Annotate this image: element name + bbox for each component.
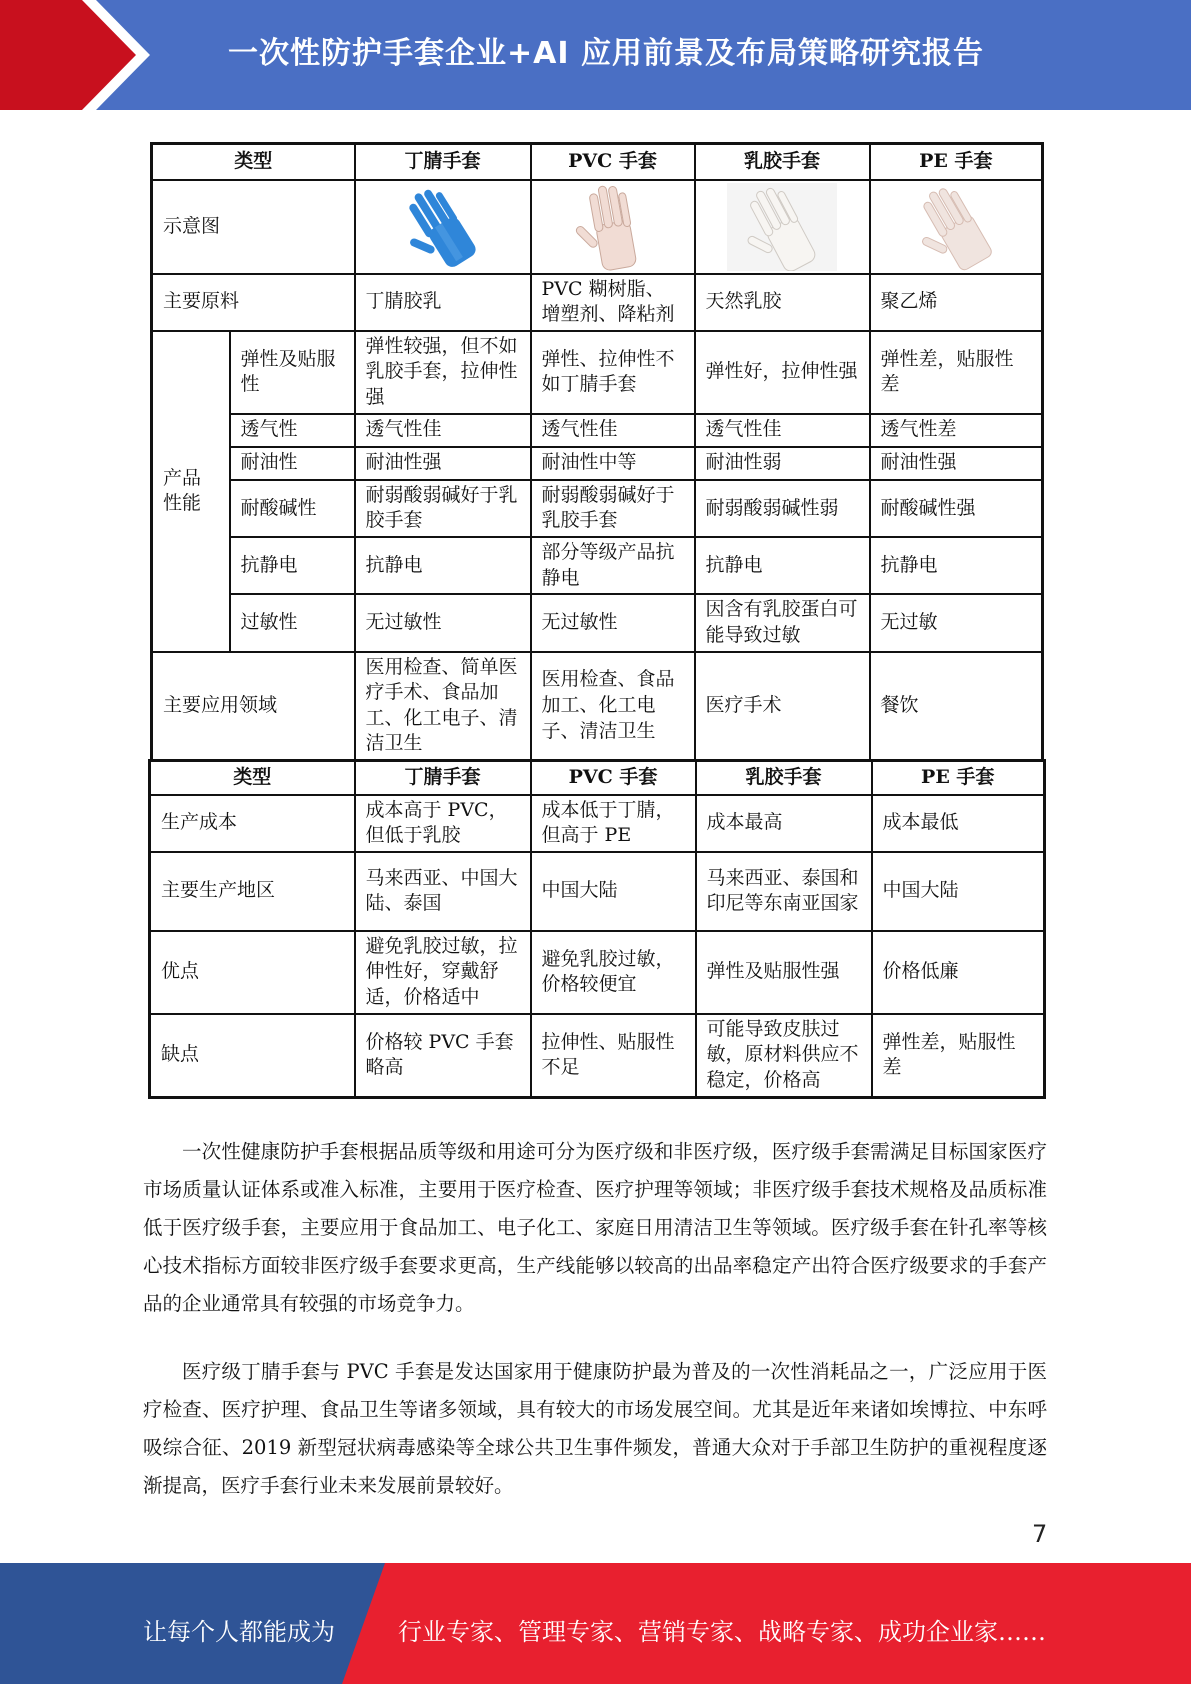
performance-cell: 无过敏 bbox=[870, 594, 1043, 651]
performance-row bbox=[152, 594, 1043, 651]
material-latex: 天然乳胶 bbox=[695, 274, 870, 331]
table2-cell: 马来西亚、泰国和印尼等东南亚国家 bbox=[696, 852, 872, 931]
performance-cell: 耐酸碱性强 bbox=[870, 480, 1043, 537]
table2-header-type: 类型 bbox=[150, 761, 355, 795]
table2-cell: 避免乳胶过敏，价格较便宜 bbox=[531, 931, 696, 1014]
latex-glove-cell bbox=[695, 180, 870, 274]
table2-cell: 成本最低 bbox=[872, 795, 1045, 852]
table1-header-type: 类型 bbox=[152, 144, 355, 180]
footer-slogan-right: 行业专家、管理专家、营销专家、战略专家、成功企业家…… bbox=[398, 1618, 1046, 1646]
application-pe: 餐饮 bbox=[870, 652, 1043, 761]
table2-cell: 价格低廉 bbox=[872, 931, 1045, 1014]
latex-glove-icon bbox=[727, 183, 837, 271]
performance-cell: 弹性好，拉伸性强 bbox=[695, 331, 870, 414]
performance-cell: 耐油性弱 bbox=[695, 447, 870, 480]
performance-cell: 耐油性强 bbox=[355, 447, 531, 480]
pvc-glove-cell bbox=[531, 180, 695, 274]
performance-cell: 耐弱酸弱碱好于乳胶手套 bbox=[355, 480, 531, 537]
pe-glove-cell bbox=[870, 180, 1043, 274]
application-latex: 医疗手术 bbox=[695, 652, 870, 761]
table1-header-nitrile: 丁腈手套 bbox=[355, 144, 531, 180]
performance-row bbox=[152, 447, 1043, 480]
table1-image-row bbox=[152, 180, 1043, 274]
table2-row-label: 生产成本 bbox=[150, 795, 355, 852]
table2-row-label: 主要生产地区 bbox=[150, 852, 355, 931]
application-pvc: 医用检查、食品加工、化工电子、清洁卫生 bbox=[531, 652, 695, 761]
body-paragraph-2: 医疗级丁腈手套与 PVC 手套是发达国家用于健康防护最为普及的一次性消耗品之一，广泛应用于医疗检查、医疗护理、食品卫生等诸多领域，具有较大的市场发展空间。尤其是近年来诸如埃博拉、中东呼吸综合征、2019 新型冠状病毒感染等全球公共卫生事件频发，普通大众对于手部卫生防护的重视程度逐渐提高，医疗手套行业未来发展前景较好。 bbox=[143, 1360, 1047, 1497]
table1-header-row bbox=[152, 144, 1043, 180]
performance-cell: 耐弱酸弱碱性弱 bbox=[695, 480, 870, 537]
glove-properties-table bbox=[150, 142, 1044, 762]
application-nitrile: 医用检查、简单医疗手术、食品加工、化工电子、清洁卫生 bbox=[355, 652, 531, 761]
table2-row-label: 优点 bbox=[150, 931, 355, 1014]
table2-cell: 弹性差，贴服性差 bbox=[872, 1014, 1045, 1097]
table2-header-nitrile: 丁腈手套 bbox=[355, 761, 531, 795]
performance-cell: 抗静电 bbox=[355, 537, 531, 594]
performance-row-label: 耐酸碱性 bbox=[230, 480, 355, 537]
material-pe: 聚乙烯 bbox=[870, 274, 1043, 331]
nitrile-glove-cell bbox=[355, 180, 531, 274]
table2-row bbox=[150, 1014, 1045, 1097]
table2-header-pvc: PVC 手套 bbox=[531, 761, 696, 795]
table2-cell: 避免乳胶过敏，拉伸性好，穿戴舒适，价格适中 bbox=[355, 931, 531, 1014]
table2-cell: 可能导致皮肤过敏，原材料供应不稳定，价格高 bbox=[696, 1014, 872, 1097]
table2-header-pe: PE 手套 bbox=[872, 761, 1045, 795]
material-pvc: PVC 糊树脂、增塑剂、降粘剂 bbox=[531, 274, 695, 331]
performance-row-label: 弹性及贴服性 bbox=[230, 331, 355, 414]
performance-cell: 无过敏性 bbox=[355, 594, 531, 651]
material-nitrile: 丁腈胶乳 bbox=[355, 274, 531, 331]
table2-cell: 中国大陆 bbox=[531, 852, 696, 931]
pe-glove-icon bbox=[909, 183, 1003, 271]
performance-row bbox=[152, 414, 1043, 447]
performance-row-label: 透气性 bbox=[230, 414, 355, 447]
image-row-label: 示意图 bbox=[152, 180, 355, 274]
performance-cell: 弹性差，贴服性差 bbox=[870, 331, 1043, 414]
performance-cell: 耐油性中等 bbox=[531, 447, 695, 480]
performance-row-label: 耐油性 bbox=[230, 447, 355, 480]
performance-row-label: 过敏性 bbox=[230, 594, 355, 651]
performance-cell: 无过敏性 bbox=[531, 594, 695, 651]
performance-cell: 因含有乳胶蛋白可能导致过敏 bbox=[695, 594, 870, 651]
table2-row bbox=[150, 795, 1045, 852]
page-header bbox=[0, 0, 1191, 110]
table2-cell: 成本高于 PVC，但低于乳胶 bbox=[355, 795, 531, 852]
performance-cell: 透气性佳 bbox=[695, 414, 870, 447]
performance-row bbox=[152, 480, 1043, 537]
table1-header-pvc: PVC 手套 bbox=[531, 144, 695, 180]
table1-header-latex: 乳胶手套 bbox=[695, 144, 870, 180]
performance-row bbox=[152, 331, 1043, 414]
table1-header-pe: PE 手套 bbox=[870, 144, 1043, 180]
table2-row bbox=[150, 931, 1045, 1014]
performance-row bbox=[152, 537, 1043, 594]
header-chevron-logo bbox=[0, 0, 160, 110]
performance-cell: 耐弱酸弱碱好于乳胶手套 bbox=[531, 480, 695, 537]
table1-application-row bbox=[152, 652, 1043, 761]
page-number: 7 bbox=[1032, 1520, 1048, 1548]
table2-cell: 成本最高 bbox=[696, 795, 872, 852]
table2-cell: 中国大陆 bbox=[872, 852, 1045, 931]
table2-cell: 弹性及贴服性强 bbox=[696, 931, 872, 1014]
performance-cell: 抗静电 bbox=[870, 537, 1043, 594]
table2-cell: 价格较 PVC 手套略高 bbox=[355, 1014, 531, 1097]
table1-material-row bbox=[152, 274, 1043, 331]
performance-row-label: 抗静电 bbox=[230, 537, 355, 594]
page-title: 一次性防护手套企业+AI 应用前景及布局策略研究报告 bbox=[228, 36, 984, 71]
body-paragraph-1: 一次性健康防护手套根据品质等级和用途可分为医疗级和非医疗级，医疗级手套需满足目标国家医疗市场质量认证体系或准入标准，主要用于医疗检查、医疗护理等领域；非医疗级手套技术规格及品质标准低于医疗级手套，主要应用于食品加工、电子化工、家庭日用清洁卫生等领域。医疗级手套在针孔率等核心技术指标方面较非医疗级手套要求更高，生产线能够以较高的出品率稳定产出符合医疗级要求的手套产品的企业通常具有较强的市场竞争力。 bbox=[143, 1140, 1047, 1315]
table2-header-row bbox=[150, 761, 1045, 795]
footer-slogan-left: 让每个人都能成为 bbox=[143, 1618, 335, 1646]
performance-cell: 弹性、拉伸性不如丁腈手套 bbox=[531, 331, 695, 414]
performance-cell: 耐油性强 bbox=[870, 447, 1043, 480]
table2-cell: 拉伸性、贴服性不足 bbox=[531, 1014, 696, 1097]
performance-cell: 部分等级产品抗静电 bbox=[531, 537, 695, 594]
table2-cell: 成本低于丁腈，但高于 PE bbox=[531, 795, 696, 852]
performance-cell: 透气性佳 bbox=[531, 414, 695, 447]
pvc-glove-icon bbox=[566, 183, 660, 271]
performance-label: 产品性能 bbox=[152, 331, 230, 652]
glove-cost-table bbox=[148, 759, 1046, 1099]
table2-row-label: 缺点 bbox=[150, 1014, 355, 1097]
nitrile-glove-icon bbox=[396, 183, 490, 271]
table2-header-latex: 乳胶手套 bbox=[696, 761, 872, 795]
table2-row bbox=[150, 852, 1045, 931]
performance-cell: 弹性较强，但不如乳胶手套，拉伸性强 bbox=[355, 331, 531, 414]
performance-cell: 透气性佳 bbox=[355, 414, 531, 447]
performance-cell: 抗静电 bbox=[695, 537, 870, 594]
table2-cell: 马来西亚、中国大陆、泰国 bbox=[355, 852, 531, 931]
material-label: 主要原料 bbox=[152, 274, 355, 331]
application-label: 主要应用领域 bbox=[152, 652, 355, 761]
performance-cell: 透气性差 bbox=[870, 414, 1043, 447]
